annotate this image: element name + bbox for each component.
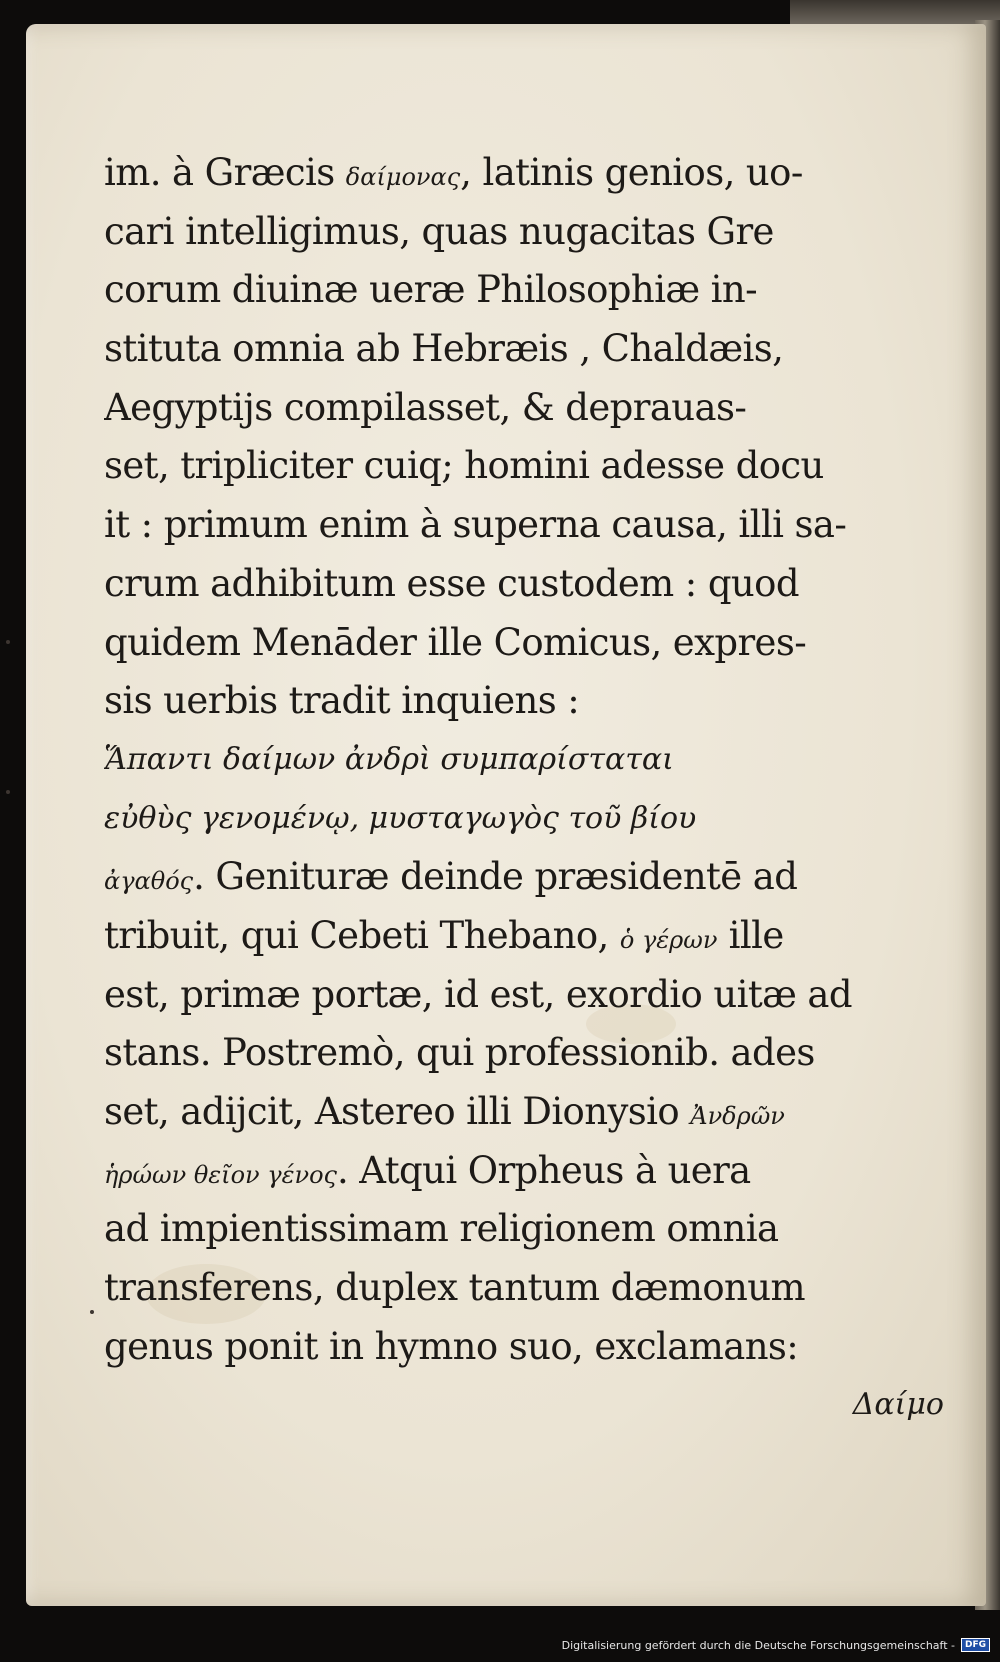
text-line: stituta omnia ab Hebræis , Chaldæis, [104,327,784,371]
greek-word: ὁ γέρων [619,925,718,954]
text-line: stans. Postremò, qui professionib. ades [104,1031,815,1075]
text-line: set, adijcit, Astereo illi Dionysio Ἀνδρῶν [104,1090,785,1133]
greek-word: Ἀνδρῶν [690,1102,785,1130]
text-line: set, tripliciter cuiq; homini adesse docu [104,444,824,488]
text-line: ἡρώων θεῖον γένος. Atqui Orpheus à uera [104,1148,751,1192]
catchword: Δαίμο [852,1387,944,1423]
text-line: est, primæ portæ, id est, exordio uitæ ad [104,972,852,1016]
margin-mark [6,790,10,794]
text-line: tribuit, qui Cebeti Thebano, ὁ γέρων ille [104,913,784,957]
text-line: Aegyptijs compilasset, & deprauas- [104,385,747,429]
text-line: quidem Menāder ille Comicus, expres- [104,620,807,664]
greek-word: δαίμονας [345,163,461,191]
margin-mark [90,1310,94,1314]
text-line: corum diuinæ ueræ Philosophiæ in- [104,268,758,312]
text-line: genus ponit in hymno suo, exclamans: [104,1324,799,1368]
text-line: ad impientissimam religionem omnia [104,1207,779,1251]
greek-quote-line: εὐθὺς γενομένῳ, μυσταγωγὸς τοῦ βίου [104,800,697,836]
dfg-logo: DFG [961,1638,990,1652]
credit-text: Digitalisierung gefördert durch die Deutsche Forschungsgemeinschaft - [561,1638,955,1652]
text-line: ἀγαθός. Genituræ deinde præsidentē ad [104,855,798,899]
greek-quote-line: Ἅπαντι δαίμων ἀνδρὶ συμπαρίσταται [104,741,674,777]
text-line: crum adhibitum esse custodem : quod [104,561,799,605]
text-line: im. à Græcis δαίμονας, latinis genios, uo- [104,151,803,194]
margin-mark [6,640,10,644]
text-line: sis uerbis tradit inquiens : [104,679,580,723]
text-line: cari intelligimus, quas nugacitas Gre [104,209,774,253]
text-line: transferens, duplex tantum dæmonum [104,1266,805,1310]
text-line: it : primum enim à superna causa, illi sa- [104,503,847,547]
digitization-credit [562,1636,990,1654]
page-text [104,144,944,1435]
greek-word: ἀγαθός [104,867,194,896]
greek-word: ἡρώων θεῖον γένος [104,1160,337,1189]
